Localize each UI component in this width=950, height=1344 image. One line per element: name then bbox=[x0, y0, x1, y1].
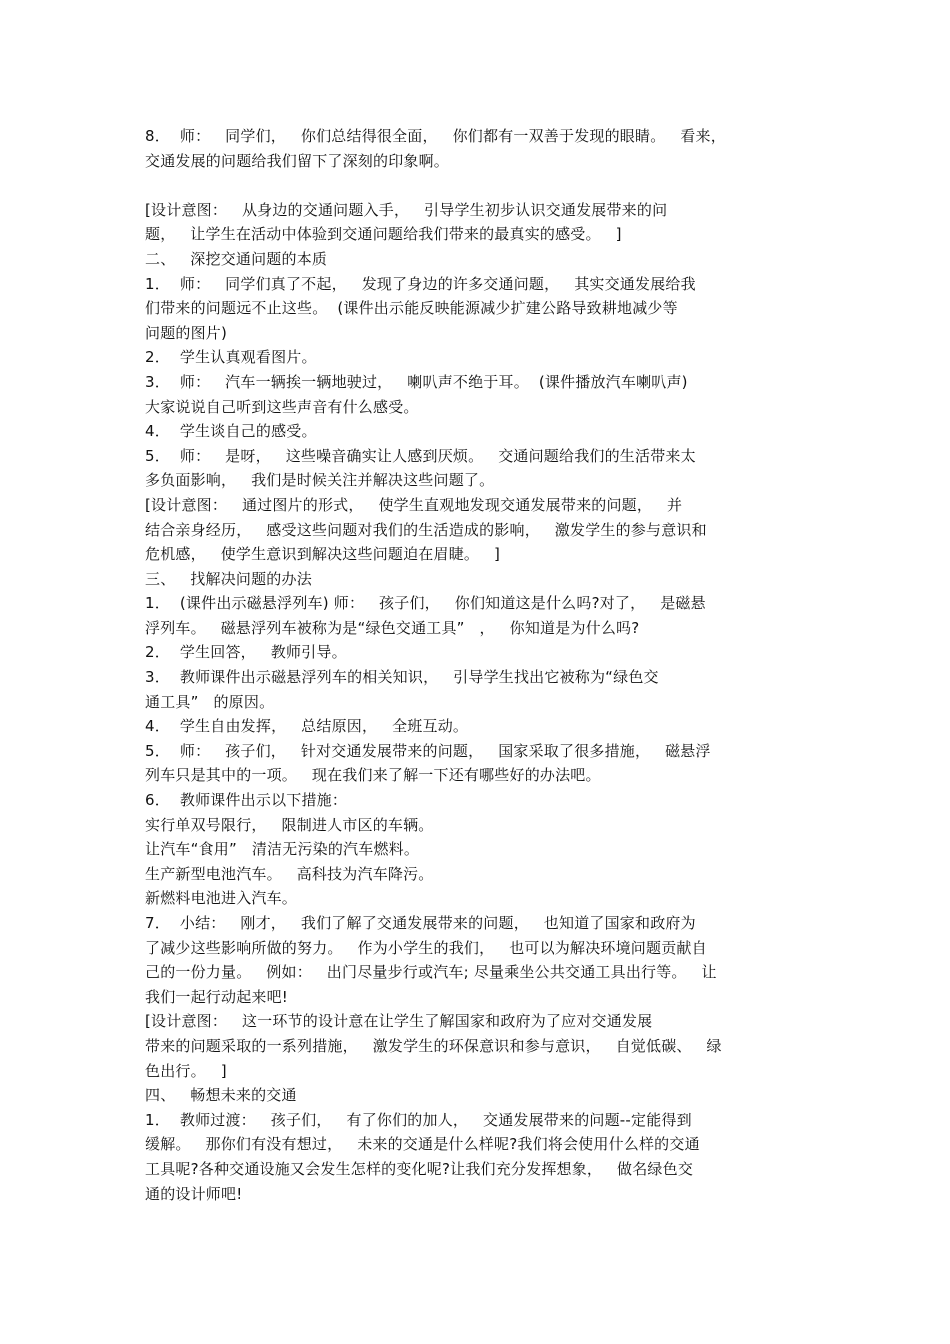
text-line: [设计意图： 从身边的交通问题入手， 引导学生初步认识交通发展带来的问 bbox=[145, 200, 668, 219]
text-line: 浮列车。 磁悬浮列车被称为是“绿色交通工具” ， 你知道是为什么吗? bbox=[145, 618, 640, 637]
text-line: 问题的图片) bbox=[145, 323, 228, 342]
text-line: 危机感， 使学生意识到解决这些问题迫在眉睫。 ] bbox=[145, 545, 501, 564]
text-line: 新燃料电池进入汽车。 bbox=[145, 889, 298, 908]
text-line: 5． 师： 是呀， 这些噪音确实让人感到厌烦。 交通问题给我们的生活带来太 bbox=[145, 446, 696, 465]
text-line: 8． 师： 同学们， 你们总结得很全面， 你们都有一双善于发现的眼睛。 看来， bbox=[145, 127, 726, 145]
text-line: 4． 学生谈自己的感受。 bbox=[145, 422, 317, 441]
text-line: 带来的问题采取的一系列措施， 激发学生的环保意识和参与意识， 自觉低碳、 绿 bbox=[145, 1036, 722, 1055]
text-line: 们带来的问题远不止这些。 (课件出示能反映能源减少扩建公路导致耕地减少等 bbox=[145, 299, 678, 318]
blank-line bbox=[145, 173, 765, 198]
text-line: 1． 教师过渡： 孩子们， 有了你们的加人， 交通发展带来的问题--定能得到 bbox=[145, 1110, 692, 1129]
text-line: 5． 师： 孩子们， 针对交通发展带来的问题， 国家采取了很多措施， 磁悬浮 bbox=[145, 741, 711, 760]
text-line: 三、 找解决问题的办法 bbox=[145, 569, 312, 588]
text-line: 我们一起行动起来吧! bbox=[145, 987, 289, 1006]
text-line: 2． 学生回答， 教师引导。 bbox=[145, 643, 347, 662]
text-line: 6． 教师课件出示以下措施： bbox=[145, 791, 348, 810]
text-line: 缓解。 那你们有没有想过， 未来的交通是什么样呢?我们将会使用什么样的交通 bbox=[145, 1135, 700, 1154]
text-line: 1． 师： 同学们真了不起， 发现了身边的许多交通问题， 其实交通发展给我 bbox=[145, 274, 696, 293]
text-line: 结合亲身经历， 感受这些问题对我们的生活造成的影响， 激发学生的参与意识和 bbox=[145, 520, 707, 539]
text-line: 四、 畅想未来的交通 bbox=[145, 1086, 297, 1105]
text-line: [设计意图： 通过图片的形式， 使学生直观地发现交通发展带来的问题， 并 bbox=[145, 495, 683, 514]
text-line: 色出行。 ] bbox=[145, 1061, 227, 1080]
text-line: 实行单双号限行， 限制进人市区的车辆。 bbox=[145, 815, 434, 834]
text-line: 3． 教师课件出示磁悬浮列车的相关知识， 引导学生找出它被称为“绿色交 bbox=[145, 668, 659, 687]
text-line: 通工具” 的原因。 bbox=[145, 692, 275, 711]
text-line: 列车只是其中的一项。 现在我们来了解一下还有哪些好的办法吧。 bbox=[145, 766, 601, 785]
text-line: 工具呢?各种交通设施又会发生怎样的变化呢?让我们充分发挥想象， 做名绿色交 bbox=[145, 1159, 694, 1178]
text-line: 1． (课件出示磁悬浮列车) 师： 孩子们， 你们知道这是什么吗?对了， 是磁悬 bbox=[145, 594, 706, 613]
text-line: 了减少这些影响所做的努力。 作为小学生的我们， 也可以为解决环境问题贡献自 bbox=[145, 938, 707, 957]
text-line: 4． 学生自由发挥， 总结原因， 全班互动。 bbox=[145, 717, 469, 736]
text-line: 生产新型电池汽车。 高科技为汽车降污。 bbox=[145, 864, 434, 883]
text-line: 2． 学生认真观看图片。 bbox=[145, 348, 317, 367]
text-line: 己的一份力量。 例如： 出门尽量步行或汽车; 尽量乘坐公共交通工具出行等。 让 bbox=[145, 963, 717, 982]
text-line: 通的设计师吧! bbox=[145, 1184, 243, 1203]
text-line: 多负面影响， 我们是时候关注并解决这些问题了。 bbox=[145, 471, 495, 490]
text-line: 7． 小结： 刚才， 我们了解了交通发展带来的问题， 也知道了国家和政府为 bbox=[145, 914, 696, 932]
text-line: [设计意图： 这一环节的设计意在让学生了解国家和政府为了应对交通发展 bbox=[145, 1012, 653, 1031]
text-line: 二、 深挖交通问题的本质 bbox=[145, 249, 328, 268]
text-line: 交通发展的问题给我们留下了深刻的印象啊。 bbox=[145, 151, 450, 170]
text-line: 让汽车“食用” 清洁无污染的汽车燃料。 bbox=[145, 840, 420, 859]
document-body bbox=[145, 124, 765, 1206]
text-line: 3． 师： 汽车一辆挨一辆地驶过， 喇叭声不绝于耳。 (课件播放汽车喇叭声) bbox=[145, 372, 688, 391]
text-line: 大家说说自己听到这些声音有什么感受。 bbox=[145, 397, 419, 416]
text-line: 题， 让学生在活动中体验到交通问题给我们带来的最真实的感受。 ] bbox=[145, 225, 622, 244]
